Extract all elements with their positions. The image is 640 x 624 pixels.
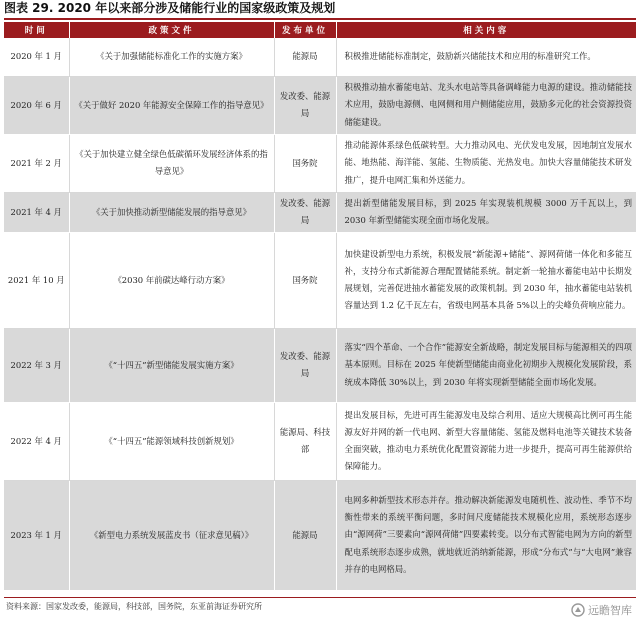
table-row: [4, 402, 636, 480]
cell-time: 2022 年 4 月: [4, 402, 69, 480]
cell-content: 提出新型储能发展目标，到 2025 年实现装机规模 3000 万千瓦以上，到 2030 年新型储能实现全面市场化发展。: [336, 192, 636, 232]
cell-issuer: 能源局、科技部: [274, 402, 336, 480]
cell-policy-document: 《“十四五”新型储能发展实施方案》: [69, 328, 274, 402]
cell-policy-document: 《关于加强储能标准化工作的实施方案》: [69, 38, 274, 76]
cell-policy-document: 《新型电力系统发展蓝皮书（征求意见稿）》: [69, 480, 274, 590]
watermark-text: 远瞻智库: [588, 604, 632, 617]
figure-title: 图表 29. 2020 年以来部分涉及储能行业的国家级政策及规划: [4, 0, 636, 20]
cell-time: 2021 年 10 月: [4, 232, 69, 328]
table-row: [4, 76, 636, 134]
cell-content: 落实“四个革命、一个合作”能源安全新战略，制定发展目标与能源相关的四项基本原则。目标在 2025 年使新型储能由商业化初期步入规模化发展阶段，系统成本降低 30%以上，到 2030 年将实现新型储能全面市场化发展。: [336, 328, 636, 402]
cell-content: 积极推进储能标准制定，鼓励新兴储能技术和应用的标准研究工作。: [336, 38, 636, 76]
cell-time: 2020 年 1 月: [4, 38, 69, 76]
watermark-logo-icon: [571, 603, 585, 617]
cell-time: 2023 年 1 月: [4, 480, 69, 590]
table-bottom-rule: [4, 597, 636, 598]
table-row: [4, 134, 636, 192]
cell-issuer: 国务院: [274, 232, 336, 328]
table-row: [4, 480, 636, 590]
table-header-row: [4, 22, 636, 38]
header-content: 相关内容: [336, 22, 636, 38]
watermark: [571, 601, 632, 619]
source-note: 资料来源：国家发改委，能源局，科技部，国务院，东亚前海证券研究所: [6, 602, 262, 611]
cell-time: 2021 年 2 月: [4, 134, 69, 192]
cell-content: 推动能源体系绿色低碳转型。大力推动风电、光伏发电发展，因地制宜发展水能、地热能、海洋能、氢能、生物质能、光热发电。加快大容量储能技术研发推广，提升电网汇集和外送能力。: [336, 134, 636, 192]
cell-policy-document: 《关于加快建立健全绿色低碳循环发展经济体系的指导意见》: [69, 134, 274, 192]
table-row: [4, 38, 636, 76]
header-time: 时间: [4, 22, 69, 38]
cell-issuer: 发改委、能源局: [274, 76, 336, 134]
cell-time: 2020 年 6 月: [4, 76, 69, 134]
cell-content: 电网多种新型技术形态并存。推动解决新能源发电随机性、波动性、季节不均衡性带来的系统平衡问题，多时间尺度储能技术规模化应用，系统形态逐步由“源网荷”三要素向“源网荷储”四要素转变。以分布式智能电网为方向的新型配电系统形态逐步成熟，就地就近消纳新能源，形成“分布式”与“大电网”兼容并存的电网格局。: [336, 480, 636, 590]
cell-policy-document: 《“十四五”能源领域科技创新规划》: [69, 402, 274, 480]
cell-issuer: 发改委、能源局: [274, 192, 336, 232]
policy-table: [4, 22, 636, 591]
cell-content: 提出发展目标，先进可再生能源发电及综合利用、适应大规模高比例可再生能源友好并网的新一代电网、新型大容量储能、氢能及燃料电池等关键技术装备全面突破，推动电力系统优化配置资源能力进一步提升，提高可再生能源供给保障能力。: [336, 402, 636, 480]
cell-policy-document: 《关于加快推动新型储能发展的指导意见》: [69, 192, 274, 232]
cell-issuer: 国务院: [274, 134, 336, 192]
table-row: [4, 328, 636, 402]
table-row: [4, 232, 636, 328]
cell-issuer: 能源局: [274, 38, 336, 76]
table-row: [4, 192, 636, 232]
cell-content: 加快建设新型电力系统，积极发展“新能源+储能”、源网荷储一体化和多能互补，支持分布式新能源合理配置储能系统。制定新一轮抽水蓄能电站中长期发展规划，完善促进抽水蓄能发展的政策机制。到 2030 年，抽水蓄能电站装机容量达到 1.2 亿千瓦左右，省级电网基本具备 5%以上的尖峰负荷响应能力。: [336, 232, 636, 328]
header-issuer: 发布单位: [274, 22, 336, 38]
cell-policy-document: 《关于做好 2020 年能源安全保障工作的指导意见》: [69, 76, 274, 134]
cell-issuer: 发改委、能源局: [274, 328, 336, 402]
cell-content: 积极推动抽水蓄能电站、龙头水电站等具备调峰能力电源的建设。推动储能技术应用，鼓励电源侧、电网侧和用户侧储能应用，鼓励多元化的社会资源投资储能建设。: [336, 76, 636, 134]
cell-policy-document: 《2030 年前碳达峰行动方案》: [69, 232, 274, 328]
cell-issuer: 能源局: [274, 480, 336, 590]
cell-time: 2022 年 3 月: [4, 328, 69, 402]
cell-time: 2021 年 4 月: [4, 192, 69, 232]
header-policy-document: 政策文件: [69, 22, 274, 38]
